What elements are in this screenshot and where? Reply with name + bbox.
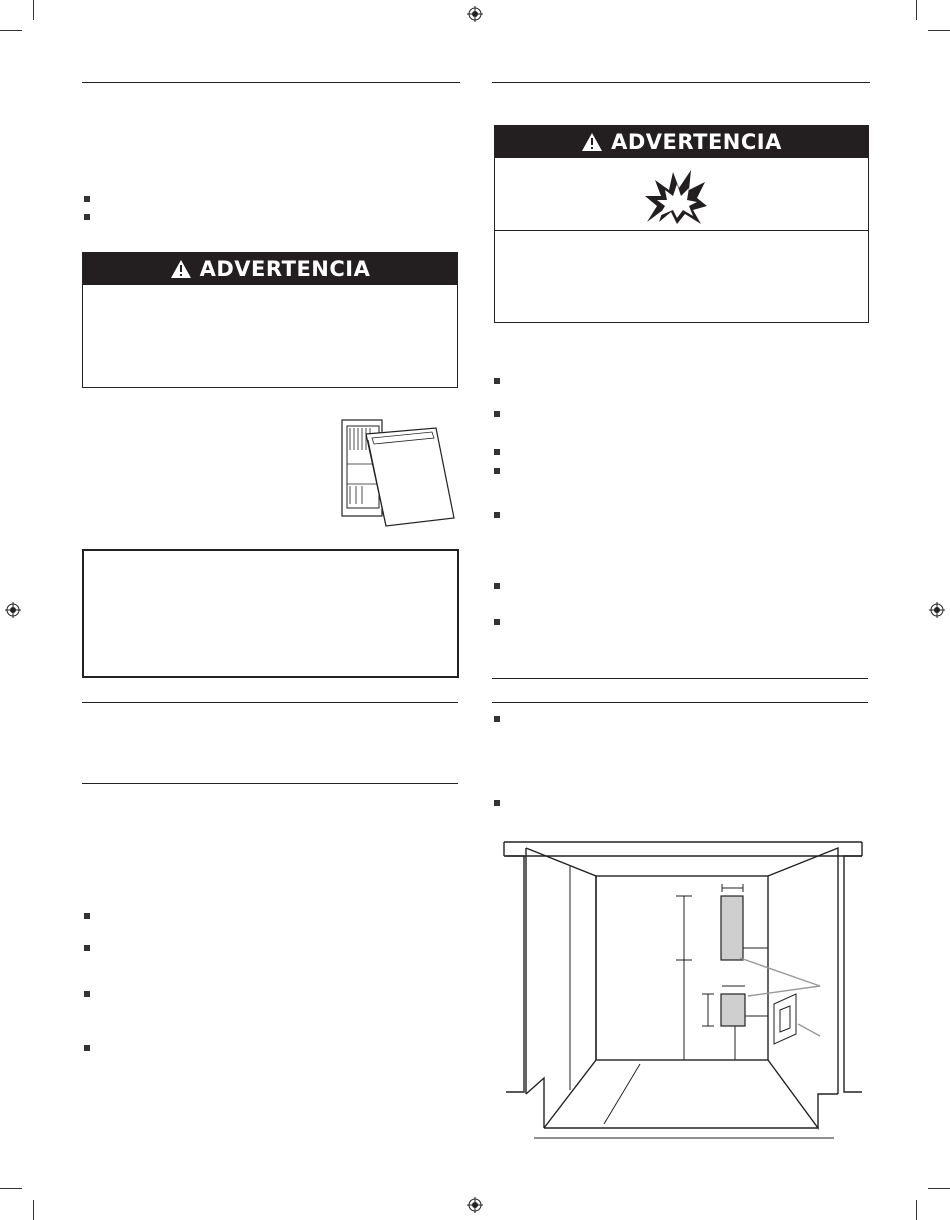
warning-label: ADVERTENCIA xyxy=(199,257,371,281)
crop-mark xyxy=(928,30,950,31)
crop-mark xyxy=(916,0,917,20)
bullet-marker xyxy=(84,991,90,997)
warning-divider xyxy=(495,230,868,231)
registration-mark-icon xyxy=(929,602,945,618)
crop-mark xyxy=(916,1200,917,1220)
section-rule xyxy=(492,82,870,83)
bullet-marker xyxy=(84,196,90,202)
registration-mark-icon xyxy=(5,602,21,618)
bullet-marker xyxy=(494,716,500,722)
crop-mark xyxy=(0,1188,22,1189)
bullet-marker xyxy=(84,214,90,220)
bullet-marker xyxy=(84,913,90,919)
crop-mark xyxy=(928,1188,950,1189)
bullet-marker xyxy=(84,1045,90,1051)
installation-cavity-diagram xyxy=(500,838,870,1158)
bullet-marker xyxy=(494,411,500,417)
warning-triangle-icon xyxy=(170,259,192,279)
crop-mark xyxy=(0,30,22,31)
bullet-marker xyxy=(494,378,500,384)
warning-triangle-icon xyxy=(581,132,603,152)
crop-mark xyxy=(33,1200,34,1220)
section-rule xyxy=(492,678,868,679)
warning-box-left xyxy=(82,252,458,388)
refrigerator-illustration xyxy=(338,414,458,530)
explosion-icon xyxy=(643,166,709,226)
notice-box xyxy=(82,549,459,678)
bullet-marker xyxy=(494,449,500,455)
registration-mark-icon xyxy=(467,1197,483,1213)
warning-label: ADVERTENCIA xyxy=(611,130,782,154)
section-rule xyxy=(82,82,460,83)
section-rule xyxy=(82,702,458,703)
warning-box-right xyxy=(494,125,869,323)
bullet-marker xyxy=(494,512,500,518)
warning-header xyxy=(495,126,868,158)
section-rule xyxy=(492,702,868,703)
registration-mark-icon xyxy=(467,6,483,22)
bullet-marker xyxy=(84,945,90,951)
bullet-marker xyxy=(494,619,500,625)
bullet-marker xyxy=(494,583,500,589)
bullet-marker xyxy=(494,800,500,806)
crop-mark xyxy=(33,0,34,20)
bullet-marker xyxy=(494,468,500,474)
warning-header xyxy=(83,253,457,285)
section-rule xyxy=(82,783,458,784)
